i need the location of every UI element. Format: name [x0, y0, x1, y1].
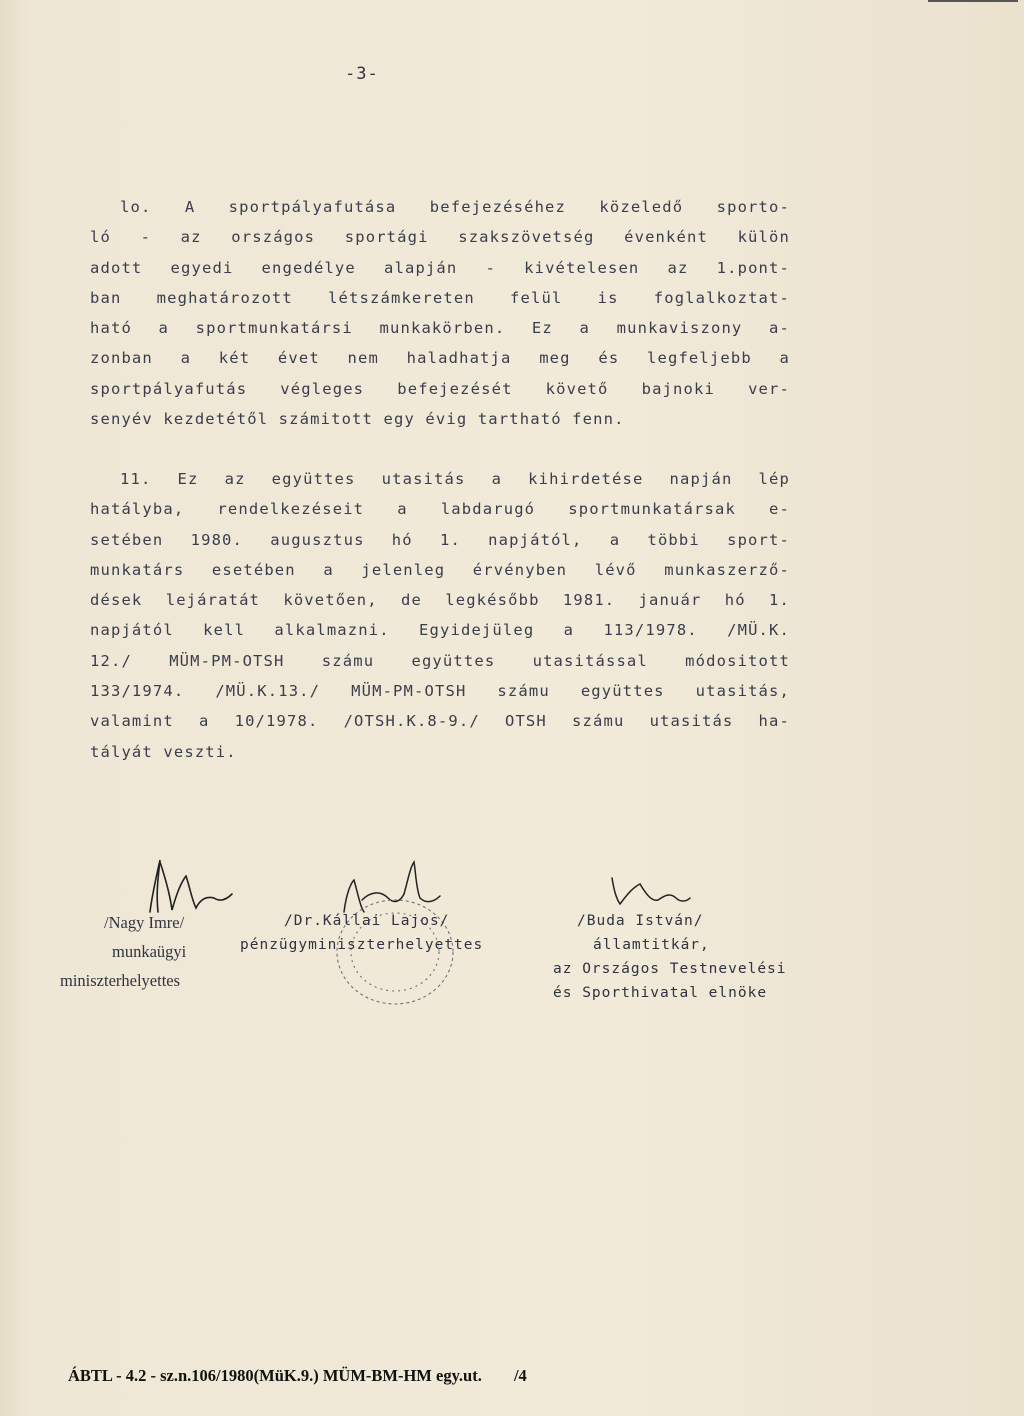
text-line: munkatárs esetében a jelenleg érvényben lévő munkaszerző- — [90, 560, 790, 579]
text-line: lo. A sportpályafutása befejezéséhez közeledő sporto- — [120, 198, 790, 216]
text-line: valamint a 10/1978. /OTSH.K.8-9./ OTSH számu utasitás ha- — [90, 712, 790, 731]
text-line: ban meghatározott létszámkereten felül is foglalkoztat- — [90, 288, 790, 307]
signature-nagy-scribble — [150, 860, 232, 912]
paragraph-10 — [90, 192, 790, 434]
signature-kallai-scribble — [344, 862, 440, 912]
signatory-title: államtitkár, — [593, 937, 710, 953]
page-edge-line — [928, 0, 1018, 2]
text-line: hatályba, rendelkezéseit a labdarugó sportmunkatársak e- — [90, 500, 790, 519]
text-line: ló - az országos sportági szakszövetség évenként külön — [90, 228, 790, 247]
text-line: ható a sportmunkatársi munkakörben. Ez a munkaviszony a- — [90, 319, 790, 338]
archive-page-reference: /4 — [513, 1366, 527, 1385]
text-line: napjától kell alkalmazni. Egyidejüleg a 113/1978. /MÜ.K. — [90, 621, 790, 640]
signature-block-buda — [553, 909, 787, 1005]
signatory-name: /Dr.Kállai Lajos/ — [284, 913, 450, 929]
signatory-title: az Országos Testnevelési — [553, 961, 787, 977]
signatory-title: pénzügyminiszterhelyettes — [240, 937, 484, 953]
signature-buda-scribble — [612, 878, 690, 904]
archive-reference: ÁBTL - 4.2 - sz.n.106/1980(MüK.9.) MÜM-BM-HM egy.ut. — [68, 1366, 482, 1385]
text-line: tályát veszti. — [90, 742, 237, 761]
paragraph-11 — [90, 464, 790, 767]
page-number: -3- — [345, 64, 379, 84]
signatory-title: miniszterhelyettes — [60, 971, 181, 990]
text-line: zonban a két évet nem haladhatja meg és legfeljebb a — [90, 349, 790, 368]
signatory-title: és Sporthivatal elnöke — [553, 985, 768, 1001]
signatory-name: /Buda István/ — [577, 913, 704, 929]
text-line: setében 1980. augusztus hó 1. napjától, a többi sport- — [90, 530, 790, 549]
text-line: senyév kezdetétől számitott egy évig tartható fenn. — [90, 410, 625, 429]
text-line: sportpályafutás végleges befejezését követő bajnoki ver- — [90, 379, 790, 398]
text-line: 133/1974. /MÜ.K.13./ MÜM-PM-OTSH számu együttes utasitás, — [90, 682, 790, 701]
archive-footer — [68, 1366, 527, 1386]
text-line: dések lejáratát követően, de legkésőbb 1981. január hó 1. — [90, 591, 790, 610]
text-line: adott egyedi engedélye alapján - kivételesen az 1.pont- — [90, 258, 790, 277]
signature-block-nagy — [60, 908, 186, 995]
signature-block-kallai — [240, 909, 483, 957]
text-line: 12./ MÜM-PM-OTSH számu együttes utasitással módositott — [90, 651, 790, 670]
signatory-name: /Nagy Imre/ — [104, 913, 185, 932]
text-line: 11. Ez az együttes utasitás a kihirdetése napján lép — [120, 470, 790, 488]
signatory-title: munkaügyi — [112, 942, 187, 961]
